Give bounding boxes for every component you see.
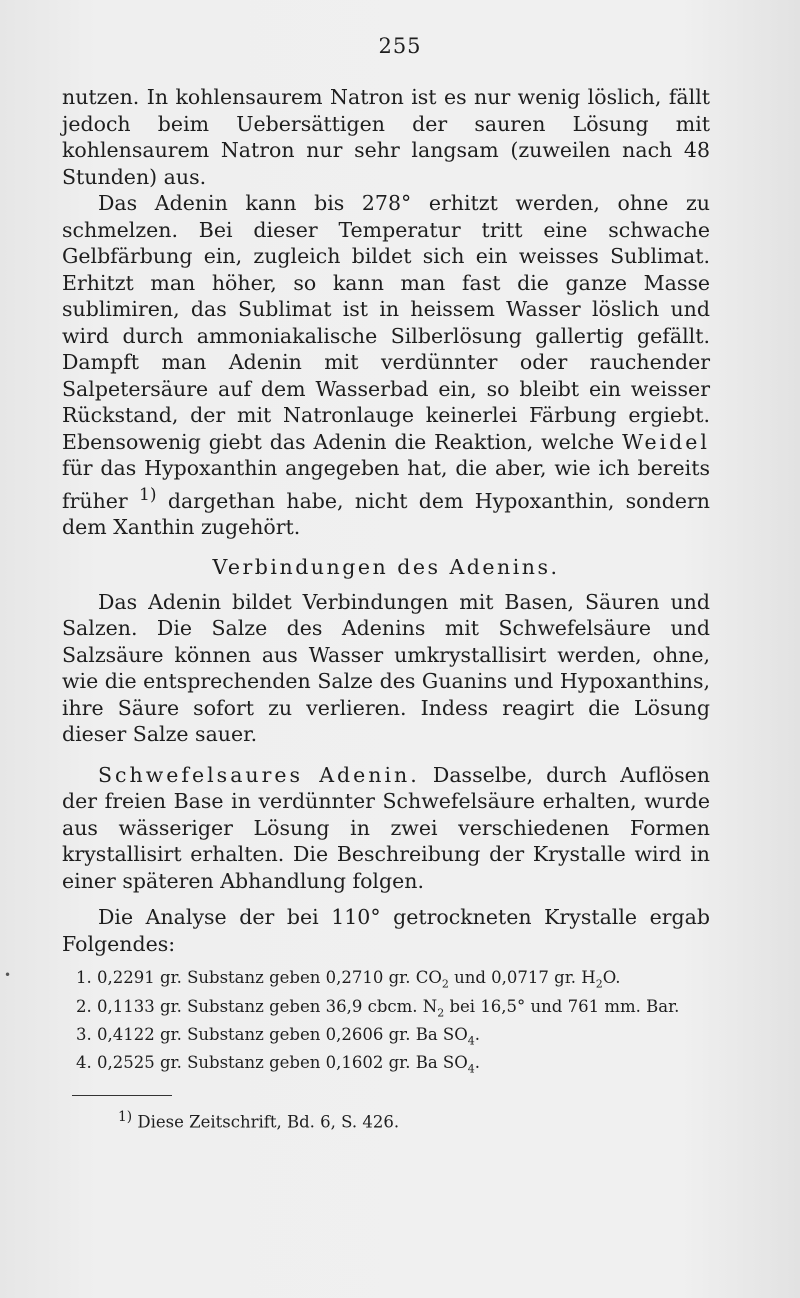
paragraph-2 — [62, 190, 710, 540]
author-name-weidel: Weidel — [622, 429, 710, 454]
analysis-row: 2. 0,1133 gr. Substanz geben 36,9 cbcm. $N_2$ bei 16,5° und 761 mm. Bar. — [76, 996, 680, 1019]
paragraph-2-text: Das Adenin kann bis 278° erhitzt werden, ohne zu schmelzen. Bei dieser Temperatur tritt eine schwache Gelbfärbung ein, zugleich bildet sich ein weisses Sublimat. Erhitzt man höher, so kann man fast die ganze Masse sublimiren, das Sublimat ist in heissem Wasser löslich und wird durch ammoniakalische Silberlösung gallertig gefällt. Dampft man Adenin mit verdünnter oder rauchender Salpetersäure auf dem Wasserbad ein, so bleibt ein weisser Rückstand, der mit Natronlauge keinerlei Färbung ergiebt. Ebensowenig giebt das Adenin die Reaktion, welche — [62, 191, 710, 454]
footnote-ref: 1) — [118, 1108, 133, 1125]
paragraph-salts: Das Adenin bildet Verbindungen mit Basen, Säuren und Salzen. Die Salze des Adenins mit Schwefelsäure und Salzsäure können aus Wasser umkrystallisirt werden, ohne, wie die entsprechenden Salze des Guanins und Hypoxanthins, ihre Säure sofort zu verlieren. Indess reagirt die Lösung dieser Salze sauer. — [62, 589, 710, 747]
sulfate-title: Schwefelsaures Adenin. — [98, 762, 420, 787]
footnote — [62, 1106, 710, 1134]
page-number: 255 — [378, 34, 422, 58]
paragraph-sulfate — [62, 762, 710, 895]
footnote-rule — [72, 1095, 172, 1096]
paragraph-2-continued: für das Hypoxanthin angegeben hat, die aber, wie ich bereits früher — [62, 456, 710, 513]
sulfate-text: Dasselbe, durch Auflösen der freien Base in verdünnter Schwefelsäure erhalten, wurde aus wässeriger Lösung in zwei verschiedenen Formen krystallisirt erhalten. Die Beschreibung der Krystalle wird in einer späteren Abhandlung folgen. — [62, 762, 710, 893]
section-heading: Verbindungen des Adenins. — [212, 555, 560, 580]
paragraph-2-end: dargethan habe, nicht dem Hypoxanthin, sondern dem Xanthin zugehört. — [62, 488, 710, 539]
paragraph-1: nutzen. In kohlensaurem Natron ist es nur wenig löslich, fällt jedoch beim Uebersättigen der sauren Lösung mit kohlensaurem Natron nur sehr langsam (zuweilen nach 48 Stunden) aus. — [62, 85, 710, 189]
analysis-intro: Die Analyse der bei 110° getrockneten Krystalle ergab Folgendes: — [62, 905, 710, 956]
analysis-row: 3. 0,4122 gr. Substanz geben 0,2606 gr. Ba $SO_4$. — [76, 1024, 481, 1048]
margin-mark: • — [4, 968, 12, 982]
analysis-list — [62, 967, 710, 1080]
footnote-marker: 1) — [139, 484, 157, 505]
analysis-row: 1. 0,2291 gr. Substanz geben 0,2710 gr. $CO_2$ und 0,0717 gr. $H_2O$. — [76, 968, 621, 991]
analysis-row: 4. 0,2525 gr. Substanz geben 0,1602 gr. Ba $SO_4$. — [76, 1053, 481, 1076]
footnote-text: Diese Zeitschrift, Bd. 6, S. 426. — [137, 1112, 400, 1132]
page-body — [62, 84, 710, 1133]
